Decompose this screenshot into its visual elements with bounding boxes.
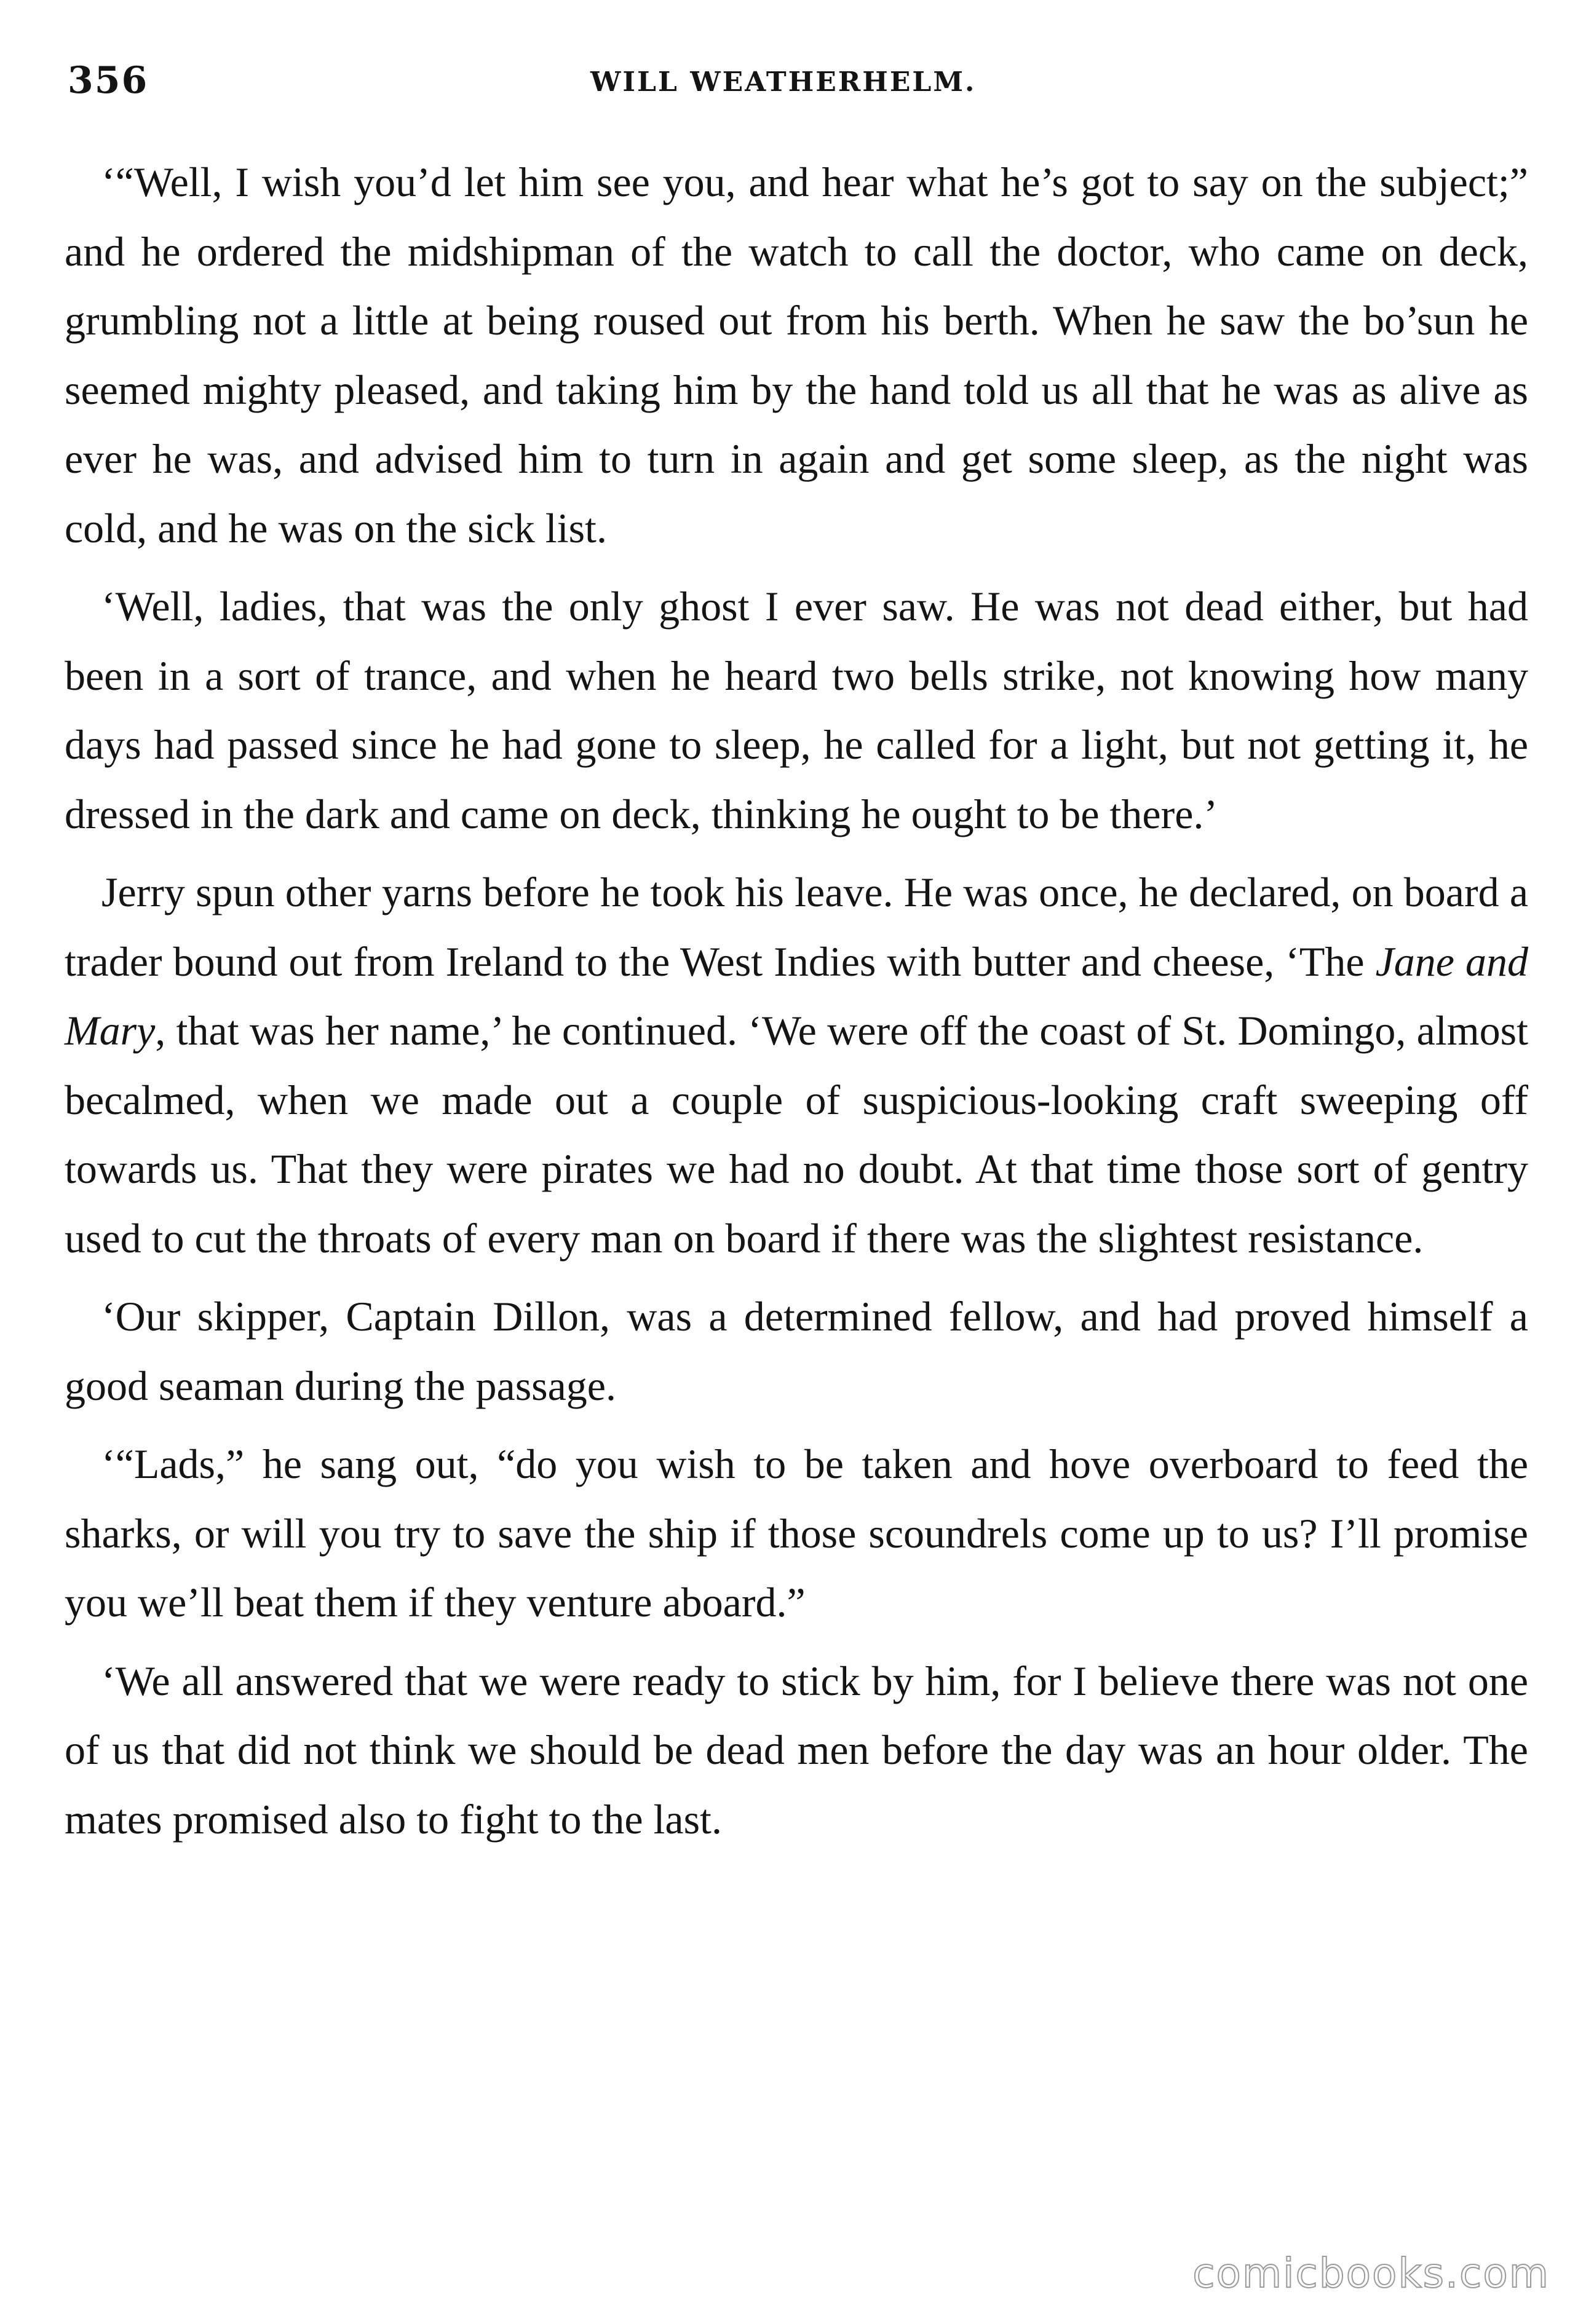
paragraph	[65, 858, 1528, 1273]
running-head: WILL WEATHERHELM.	[590, 66, 977, 98]
paragraph-text: Jerry spun other yarns before he took his leave. He was once, he declared, on board a trader bound out from Ireland to the West Indies with butter and cheese, ‘The	[65, 869, 1528, 985]
paragraph-text: , that was her name,’ he continued. ‘We were off the coast of St. Domingo, almost becalmed, when we made out a couple of suspicious-looking craft sweeping off towards us. That they were pirates we had no doubt. At that time those sort of gentry used to cut the throats of every man on board if there was the slightest resistance.	[65, 1007, 1528, 1262]
ship-name: Jane and Mary	[65, 938, 1528, 1054]
paragraph: ‘Our skipper, Captain Dillon, was a determined fellow, and had proved himself a good seaman during the passage.	[65, 1293, 1528, 1409]
paragraph: ‘“Lads,” he sang out, “do you wish to be taken and hove overboard to feed the sharks, or will you try to save the ship if those scoundrels come up to us? I’ll promise you we’ll beat them if they venture aboard.”	[65, 1441, 1528, 1626]
paragraph: ‘We all answered that we were ready to stick by him, for I believe there was not one of us that did not think we should be dead men before the day was an hour older. The mates promised also to fight to the last.	[65, 1657, 1528, 1843]
paragraph: ‘“Well, I wish you’d let him see you, and hear what he’s got to say on the subject;” and he ordered the midshipman of the watch to call the doctor, who came on deck, grumbling not a little at being roused out from his berth. When he saw the bo’sun he seemed mighty pleased, and taking him by the hand told us all that he was as alive as ever he was, and advised him to turn in again and get some sleep, as the night was cold, and he was on the sick list.	[65, 159, 1528, 551]
body-text	[65, 148, 1528, 1863]
page-number: 356	[68, 59, 149, 102]
watermark: comicbooks.com	[1192, 2250, 1550, 2297]
paragraph: ‘Well, ladies, that was the only ghost I ever saw. He was not dead either, but had been in a sort of trance, and when he heard two bells strike, not knowing how many days had passed since he had gone to sleep, he called for a light, but not getting it, he dressed in the dark and came on deck, thinking he ought to be there.’	[65, 583, 1528, 837]
page-header	[68, 59, 1525, 108]
